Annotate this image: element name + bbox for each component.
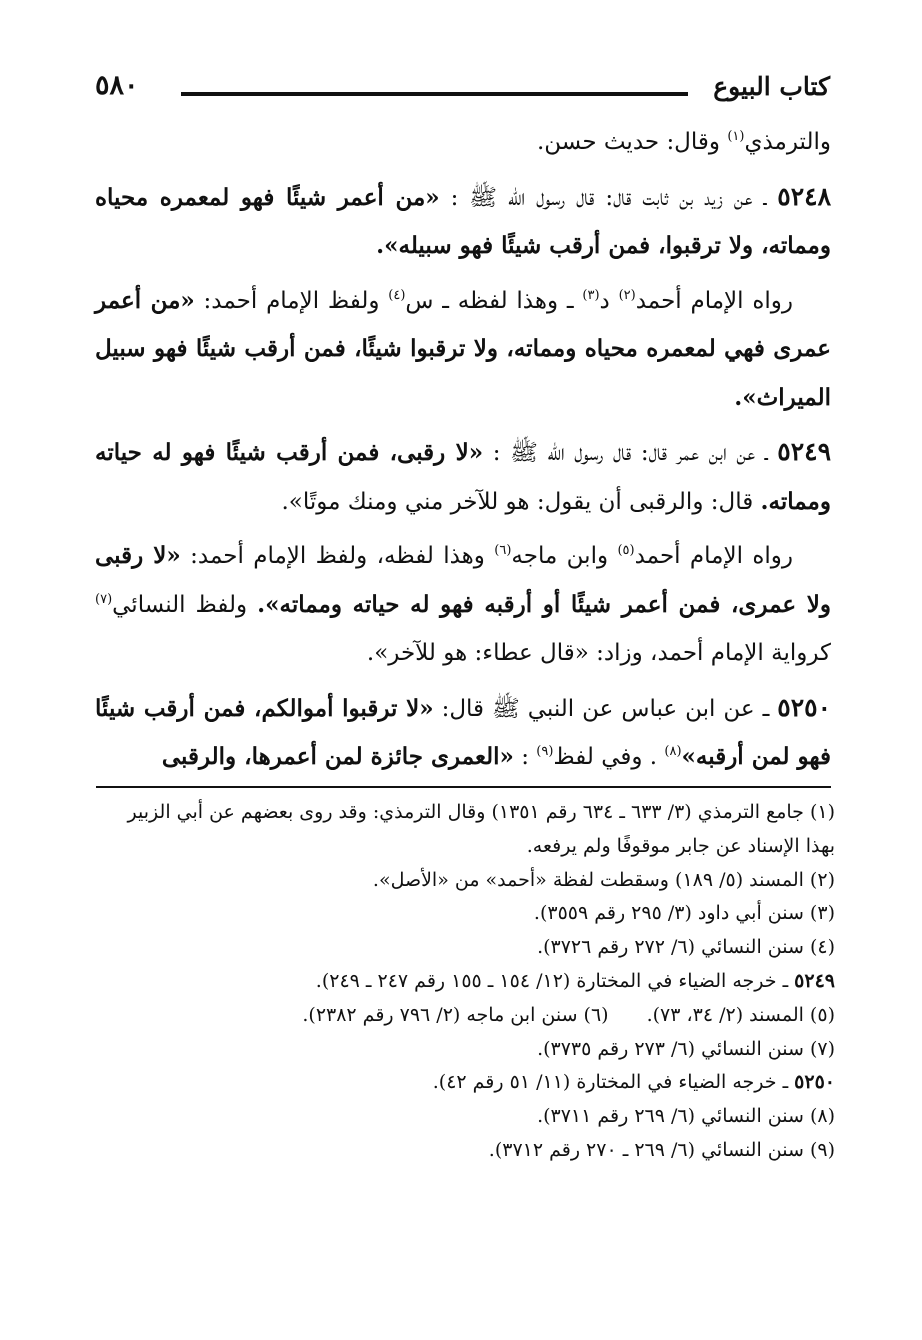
text-run: د bbox=[599, 287, 619, 314]
footnote-3: (٣) سنن أبي داود (٣/ ٢٩٥ رقم ٣٥٥٩). bbox=[533, 902, 835, 925]
hadith-intro: ـ عن ابن عمر قال: قال رسول الله ﷺ : bbox=[483, 440, 778, 466]
footnote-ref: (٣) bbox=[582, 287, 600, 303]
footnote-6: (٦) سنن ابن ماجه (٢/ ٧٩٦ رقم ٢٣٨٢). bbox=[302, 1003, 609, 1026]
narration-5249 bbox=[95, 532, 831, 678]
footnote-4: (٤) سنن النسائي (٦/ ٢٧٢ رقم ٣٧٢٦). bbox=[537, 936, 835, 959]
hadith-intro: ـ عن زيد بن ثابت قال: قال رسول الله ﷺ : bbox=[439, 184, 778, 211]
hadith-quote: «العمرى جائزة لمن أعمرها، والرقبى bbox=[161, 743, 514, 770]
text-run: كرواية الإمام أحمد، وزاد: «قال عطاء: هو للآخر». bbox=[366, 640, 831, 666]
text-run: ولفظ النسائي bbox=[112, 591, 258, 618]
hadith-quote: «لا ترقبوا أموالكم، فمن أرقب شيئًا فهو لمن أرقبه» bbox=[95, 694, 831, 770]
text-run: : bbox=[513, 744, 537, 770]
footnote-ref: (٩) bbox=[536, 744, 554, 759]
text-run: رواه الإمام أحمد bbox=[634, 543, 794, 569]
footnote-9: (٩) سنن النسائي (٦/ ٢٦٩ ـ ٢٧٠ رقم ٣٧١٢). bbox=[488, 1138, 835, 1161]
hadith-number: ٥٢٤٨ bbox=[777, 181, 831, 211]
hadith-5249 bbox=[95, 428, 831, 526]
footnote-7: (٧) سنن النسائي (٦/ ٢٧٣ رقم ٣٧٣٥). bbox=[537, 1037, 835, 1060]
footnote-ref: (٥) bbox=[617, 543, 635, 558]
footnote-ref: (١) bbox=[727, 129, 745, 144]
text-run: رواه الإمام أحمد bbox=[635, 287, 793, 314]
footnote-5: (٥) المسند (٢/ ٣٤، ٧٣). bbox=[646, 1003, 835, 1026]
footnote-2: (٢) المسند (٥/ ١٨٩) وسقطت لفظة «أحمد» من «الأصل». bbox=[372, 868, 835, 891]
hadith-intro: ـ عن ابن عباس عن النبي ﷺ قال: bbox=[433, 695, 778, 722]
footnote-separator bbox=[96, 786, 831, 788]
hadith-number: ٥٢٤٩ bbox=[794, 969, 835, 992]
hadith-5248 bbox=[95, 173, 831, 271]
text-run: ـ خرجه الضياء في المختارة (١١/ ٥١ رقم ٤٢). bbox=[432, 1071, 795, 1094]
hadith-quote: «لا رقبى ولا عمرى، فمن أعمر شيئًا أو أرقبه فهو له حياته ومماته». bbox=[95, 542, 832, 618]
text-run: . وفي لفظ bbox=[553, 744, 665, 770]
footnote-8: (٨) سنن النسائي (٦/ ٢٦٩ رقم ٣٧١١). bbox=[537, 1105, 835, 1128]
footnote-ref: (٦) bbox=[494, 543, 512, 558]
header-rule bbox=[181, 92, 688, 96]
hadith-quote: «لا رقبى، فمن أرقب شيئًا فهو له حياته ومماته. bbox=[95, 439, 831, 515]
text-run: وابن ماجه bbox=[511, 543, 618, 569]
footnote-ref: (٨) bbox=[664, 744, 682, 759]
text-run: قال: والرقبى أن يقول: هو للآخر مني ومنك موتًا». bbox=[281, 488, 761, 515]
text-run: ولفظ الإمام أحمد: bbox=[194, 287, 389, 314]
hadith-5250 bbox=[95, 684, 831, 782]
footnote-ref: (٧) bbox=[95, 591, 113, 607]
book-title: كتاب البيوع bbox=[713, 72, 830, 101]
footnote-5250 bbox=[95, 1066, 835, 1100]
main-text bbox=[95, 118, 831, 788]
text-run: والترمذي bbox=[744, 129, 831, 155]
text-run: وهذا لفظه، ولفظ الإمام أحمد: bbox=[180, 543, 495, 569]
footnote-1: (١) جامع الترمذي (٣/ ٦٣٣ ـ ٦٣٤ رقم ١٣٥١) وقال الترمذي: وقد روى بعضهم عن أبي الزبير بهذا الإسناد عن جابر موقوفًا ولم يرفعه. bbox=[127, 801, 835, 857]
footnote-ref: (٤) bbox=[388, 287, 406, 303]
hadith-number: ٥٢٤٩ bbox=[777, 437, 832, 466]
hadith-number: ٥٢٥٠ bbox=[794, 1071, 835, 1094]
text-run: ـ خرجه الضياء في المختارة (١٢/ ١٥٤ ـ ١٥٥ رقم ٢٤٧ ـ ٢٤٩). bbox=[315, 969, 795, 992]
text-run: ـ وهذا لفظه ـ س bbox=[405, 287, 583, 314]
hadith-number: ٥٢٥٠ bbox=[777, 692, 831, 722]
footnotes bbox=[95, 796, 835, 1168]
paragraph-tirmidhi-note bbox=[95, 118, 831, 167]
page-number: ٥٨٠ bbox=[95, 70, 139, 101]
page-header bbox=[95, 70, 830, 110]
hadith-quote: «من أعمر عمرى فهي لمعمره محياه ومماته، ولا ترقبوا شيئًا، فمن أرقب شيئًا فهو سبيل الميراث». bbox=[95, 286, 831, 411]
footnote-ref: (٢) bbox=[618, 287, 636, 303]
text-run: وقال: حديث حسن. bbox=[536, 129, 728, 155]
footnote-row-5-6 bbox=[95, 999, 835, 1033]
hadith-quote: «من أعمر شيئًا فهو لمعمره محياه ومماته، ولا ترقبوا، فمن أرقب شيئًا فهو سبيله». bbox=[95, 183, 831, 259]
narration-5248 bbox=[95, 277, 831, 423]
footnote-5249 bbox=[95, 965, 835, 999]
